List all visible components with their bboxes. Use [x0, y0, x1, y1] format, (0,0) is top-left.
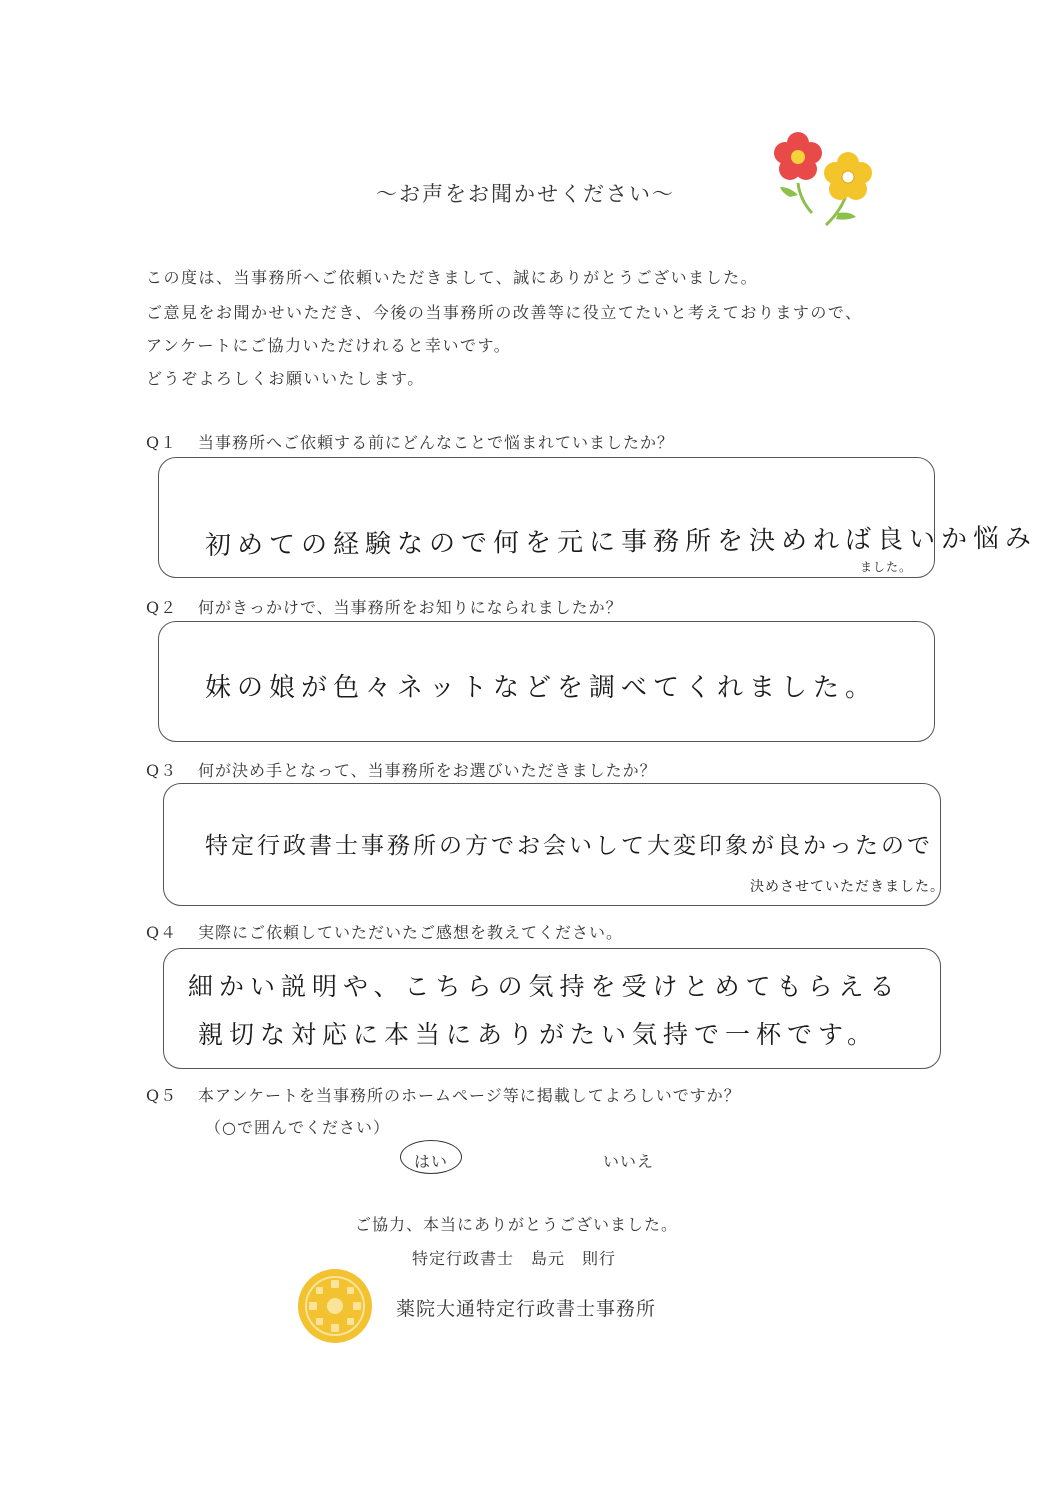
answer-2-line-1: 妹の娘が色々ネットなどを調べてくれました。	[205, 673, 878, 703]
question-1-text: 当事務所へご依頼する前にどんなことで悩まれていましたか？	[198, 433, 675, 452]
answer-4-line-2: 親切な対応に本当にありがたい気持で一杯です。	[198, 1020, 879, 1049]
question-4	[146, 920, 623, 943]
question-2-number: Q２	[146, 598, 178, 617]
question-5-text: 本アンケートを当事務所のホームページ等に掲載してよろしいですか？	[198, 1086, 741, 1105]
intro-line-3: アンケートにご協力いただけれると幸いです。	[146, 336, 512, 355]
answer-1-line-2: ました。	[860, 560, 913, 574]
red-flower	[774, 132, 822, 180]
option-yes[interactable]: はい	[414, 1152, 449, 1171]
flower-leaf-right	[836, 213, 856, 220]
question-5	[146, 1083, 741, 1106]
answer-3-line-1: 特定行政書士事務所の方でお会いして大変印象が良かったので	[205, 833, 933, 859]
signer-name: 特定行政書士 島元 則行	[412, 1249, 617, 1268]
question-2-text: 何がきっかけで、当事務所をお知りになられましたか？	[198, 598, 623, 617]
question-3	[146, 758, 657, 781]
intro-line-4: どうぞよろしくお願いいたします。	[146, 369, 425, 388]
intro-line-2: ご意見をお聞かせいただき、今後の当事務所の改善等に役立てたいと考えておりますので、	[146, 303, 863, 322]
question-1-number: Q１	[146, 433, 178, 452]
intro-line-1: この度は、当事務所へご依頼いただきまして、誠にありがとうございました。	[146, 268, 759, 287]
closing-message: ご協力、本当にありがとうございました。	[355, 1215, 679, 1234]
question-3-number: Q３	[146, 761, 178, 780]
question-4-number: Q４	[146, 923, 178, 942]
answer-4-line-1: 細かい説明や、こちらの気持を受けとめてもらえる	[188, 972, 901, 1001]
answer-3-line-2: 決めさせていただきました。	[750, 879, 945, 895]
office-seal-logo	[297, 1268, 373, 1344]
page-title: ～お声をお聞かせください～	[376, 182, 675, 206]
option-no[interactable]: いいえ	[603, 1152, 655, 1171]
question-5-note: （○で囲んでください）	[205, 1118, 390, 1137]
question-3-text: 何が決め手となって、当事務所をお選びいただきましたか？	[198, 761, 657, 780]
question-4-text: 実際にご依頼していただいたご感想を教えてください。	[198, 923, 624, 942]
answer-1-line-1: 初めての経験なので何を元に事務所を決めれば良いか悩み	[204, 523, 1038, 561]
question-1	[146, 430, 674, 453]
question-2	[146, 595, 623, 618]
question-5-number: Q５	[146, 1086, 178, 1105]
office-name: 薬院大通特定行政書士事務所	[396, 1298, 657, 1320]
